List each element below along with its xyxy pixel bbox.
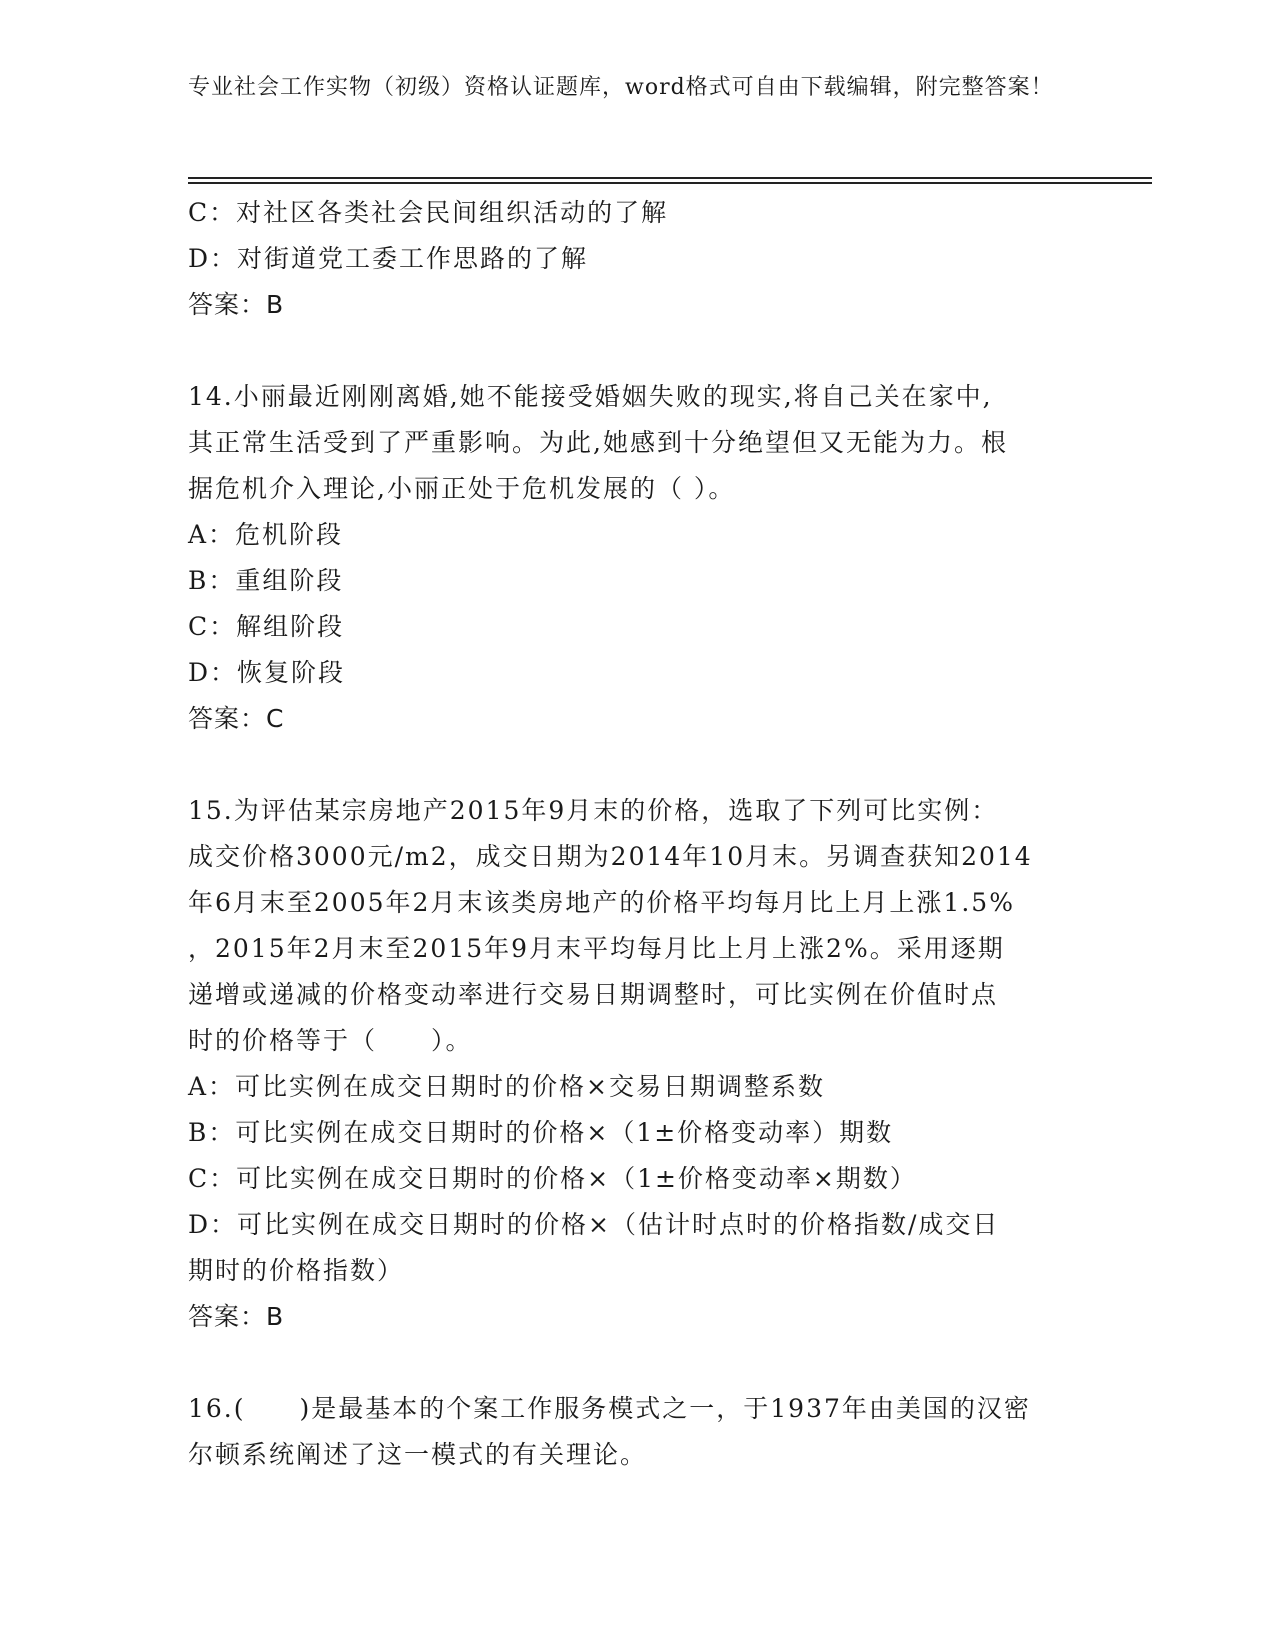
- q14-stem-line3: 据危机介入理论,小丽正处于危机发展的（ ）。: [188, 474, 736, 503]
- q15-stem-line3: 年6月末至2005年2月末该类房地产的价格平均每月比上月上涨1.5%: [188, 888, 1015, 917]
- q14-option-b: B：重组阶段: [188, 566, 344, 595]
- page-header: 专业社会工作实物（初级）资格认证题库，word格式可自由下载编辑，附完整答案！: [188, 75, 1054, 100]
- q15-option-d-line1: D：可比实例在成交日期时的价格×（估计时点时的价格指数/成交日: [188, 1210, 1000, 1239]
- q15-stem-line5: 递增或递减的价格变动率进行交易日期调整时，可比实例在价值时点: [188, 980, 999, 1009]
- q15-option-d-line2: 期时的价格指数）: [188, 1256, 405, 1285]
- q16-stem-line1: 16.( )是最基本的个案工作服务模式之一，于1937年由美国的汉密: [188, 1394, 1031, 1423]
- q15-stem-line4: ，2015年2月末至2015年9月末平均每月比上月上涨2%。采用逐期: [188, 934, 1005, 963]
- q15-option-c: C：可比实例在成交日期时的价格×（1±价格变动率×期数）: [188, 1164, 917, 1193]
- q14-answer: 答案：C: [188, 704, 285, 733]
- q14-option-a: A：危机阶段: [188, 520, 344, 549]
- q15-stem-line6: 时的价格等于（ ）。: [188, 1026, 473, 1055]
- question-content: [188, 190, 1088, 1478]
- header-divider-top: [188, 177, 1152, 179]
- q15-stem-line1: 15.为评估某宗房地产2015年9月末的价格，选取了下列可比实例：: [188, 796, 999, 825]
- q15-stem-line2: 成交价格3000元/m2，成交日期为2014年10月末。另调查获知2014: [188, 842, 1033, 871]
- q15-option-b: B：可比实例在成交日期时的价格×（1±价格变动率）期数: [188, 1118, 894, 1147]
- q13-option-c: C：对社区各类社会民间组织活动的了解: [188, 198, 669, 227]
- q14-stem-line1: 14.小丽最近刚刚离婚,她不能接受婚姻失败的现实,将自己关在家中,: [188, 382, 993, 411]
- q15-option-a: A：可比实例在成交日期时的价格×交易日期调整系数: [188, 1072, 826, 1101]
- q14-stem-line2: 其正常生活受到了严重影响。为此,她感到十分绝望但又无能为力。根: [188, 428, 1008, 457]
- q13-option-d: D：对街道党工委工作思路的了解: [188, 244, 589, 273]
- q16-stem-line2: 尔顿系统阐述了这一模式的有关理论。: [188, 1440, 648, 1469]
- q14-option-c: C：解组阶段: [188, 612, 345, 641]
- q14-option-d: D：恢复阶段: [188, 658, 346, 687]
- q13-answer: 答案：B: [188, 290, 285, 319]
- q15-answer: 答案：B: [188, 1302, 285, 1331]
- header-divider-bottom: [188, 182, 1152, 184]
